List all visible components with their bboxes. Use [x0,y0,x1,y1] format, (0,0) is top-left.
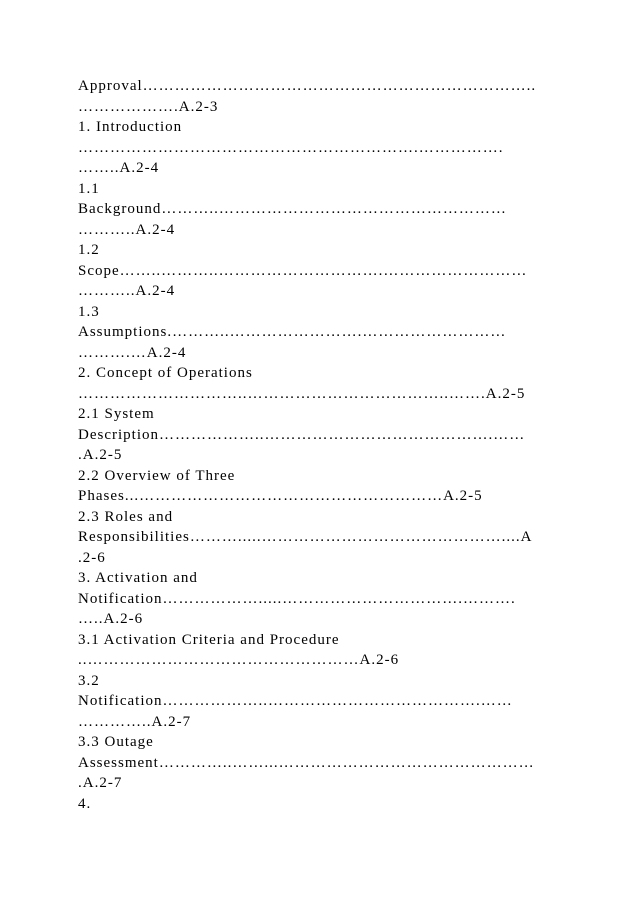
toc-line: .2-6 [78,549,106,566]
toc-line: …..A.2-6 [78,611,144,627]
toc-line: …………………………..………………………………..…….A.2-5 [78,385,526,402]
document-page [78,76,578,814]
toc-line: ………..A.2-4 [78,221,176,238]
toc-line: …………..A.2-7 [78,713,192,730]
toc-line: 1.1 [78,180,100,197]
toc-line: 4. [78,795,92,812]
toc-line: 2.1 System [78,406,155,422]
toc-line: ……………………………………………………….……………. [78,139,504,156]
toc-line: Scope……..………..………………………….……………………… [78,262,528,279]
toc-line: 1. Introduction [78,119,183,135]
toc-line: 3. Activation and [78,570,198,586]
toc-line: 1.2 [78,242,100,258]
toc-line: Notification……………….....…………………………….………. [78,590,516,607]
toc-line: 3.3 Outage [78,734,154,750]
toc-line: Responsibilities……….....………………………………………....A [78,529,533,545]
toc-line: Notification………………..………………………………….…… [78,693,513,709]
toc-line: 2.2 Overview of Three [78,467,236,484]
toc-line: ……..A.2-4 [78,160,160,176]
toc-line: .A.2-7 [78,775,123,791]
toc-line: Background………..……………………………………………… [78,201,507,217]
toc-line: 3.1 Activation Criteria and Procedure [78,631,340,648]
toc-line: 3.2 [78,672,100,689]
toc-line: Assumptions.………..…………………….……………………… [78,324,507,340]
toc-line: Phases...…………………………………………………A.2-5 [78,488,483,504]
toc-line: 2. Concept of Operations [78,365,253,381]
toc-line: ……….…A.2-4 [78,344,187,361]
toc-line: 1.3 [78,303,100,320]
toc-line: ……………….A.2-3 [78,98,219,115]
toc-line: .A.2-5 [78,447,123,463]
toc-line: Assessment…………..……...………………………………………… [78,754,535,771]
toc-line: Description………………..…………………………………….…… [78,426,526,443]
toc-line: Approval……………………………………………………………….. [78,78,537,94]
toc-line: 2.3 Roles and [78,508,174,525]
toc-line: ..……………………………………………A.2-6 [78,652,400,668]
toc-line: ………..A.2-4 [78,283,176,299]
